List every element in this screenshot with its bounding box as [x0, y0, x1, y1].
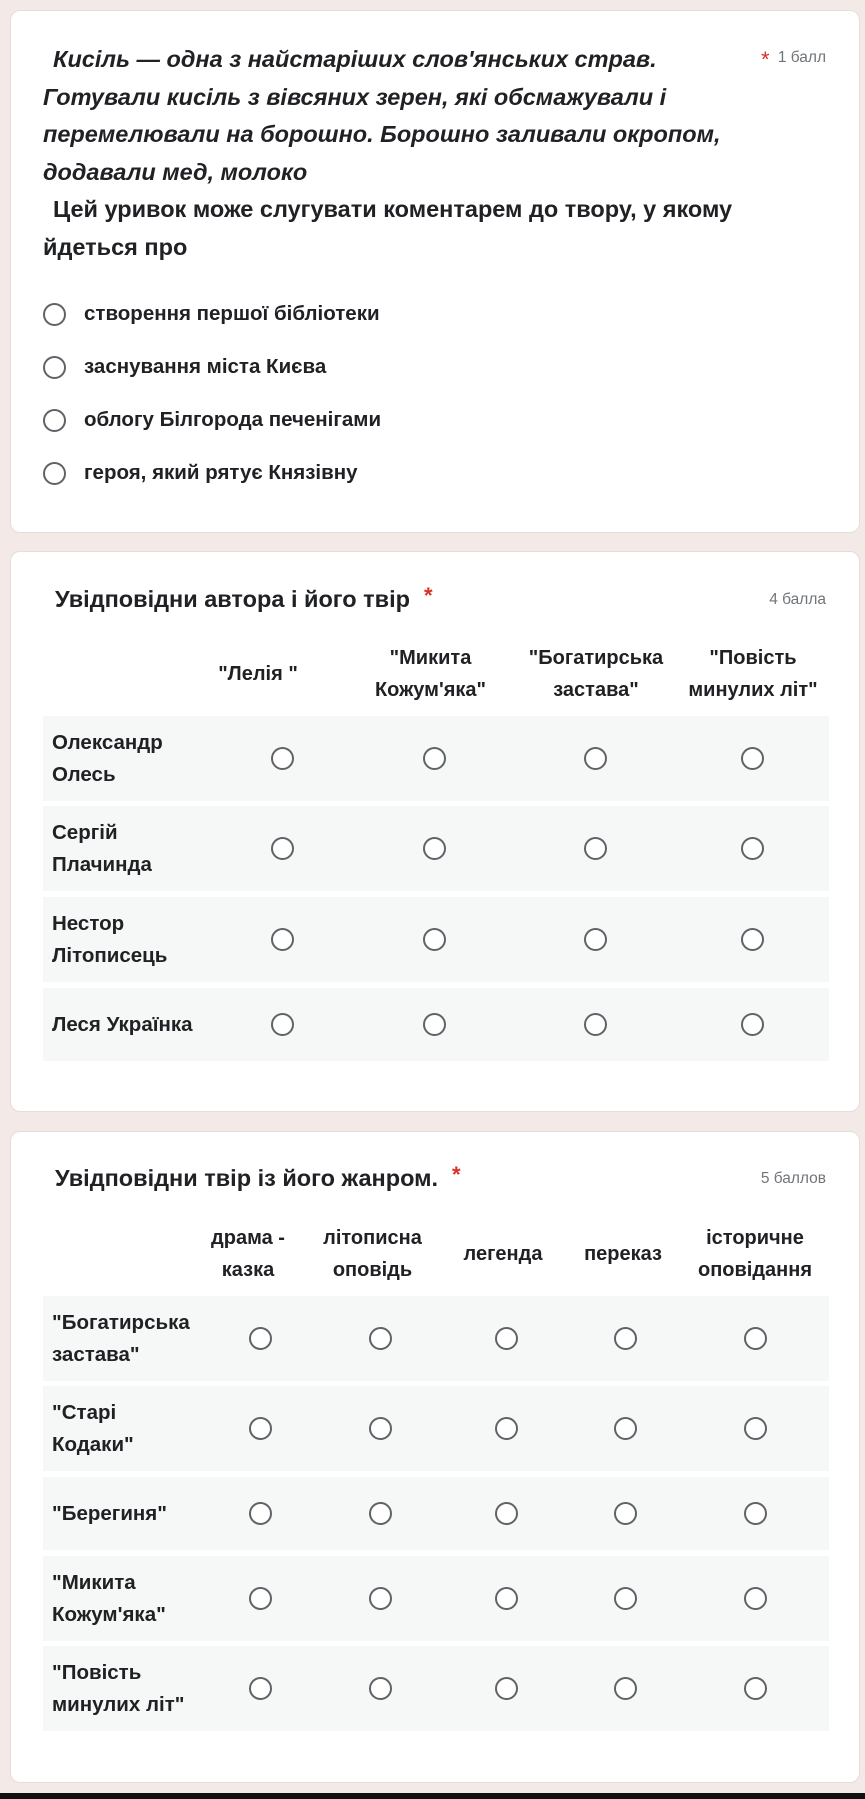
radio-button[interactable]: [495, 1502, 518, 1525]
column-header: літописна оповідь: [323, 1227, 422, 1281]
option-3[interactable]: [43, 400, 381, 440]
radio-button[interactable]: [584, 1013, 607, 1036]
column-header: переказ: [584, 1243, 662, 1265]
grid-row: [43, 716, 829, 801]
radio-button[interactable]: [271, 1013, 294, 1036]
radio-button[interactable]: [741, 1013, 764, 1036]
row-label: "Старі Кодаки": [52, 1400, 134, 1456]
radio-button[interactable]: [423, 837, 446, 860]
column-header: "Лелія ": [218, 663, 298, 685]
row-label: Леся Українка: [52, 1012, 193, 1036]
radio-button[interactable]: [614, 1587, 637, 1610]
radio-button[interactable]: [43, 303, 66, 326]
required-asterisk: *: [761, 47, 770, 72]
radio-button[interactable]: [249, 1327, 272, 1350]
column-header: "Повість минулих літ": [688, 647, 818, 701]
radio-button[interactable]: [249, 1417, 272, 1440]
column-header: легенда: [463, 1243, 543, 1265]
option-1[interactable]: [43, 294, 380, 334]
radio-button[interactable]: [584, 928, 607, 951]
radio-button[interactable]: [584, 747, 607, 770]
radio-button[interactable]: [744, 1417, 767, 1440]
radio-button[interactable]: [423, 928, 446, 951]
radio-button[interactable]: [249, 1587, 272, 1610]
radio-button[interactable]: [369, 1327, 392, 1350]
radio-button[interactable]: [584, 837, 607, 860]
radio-button[interactable]: [43, 462, 66, 485]
points-label: 1 балл: [777, 49, 826, 66]
question-card-1: [10, 10, 860, 533]
radio-button[interactable]: [423, 747, 446, 770]
radio-button[interactable]: [614, 1417, 637, 1440]
question-card-3: [10, 1131, 860, 1783]
radio-button[interactable]: [741, 928, 764, 951]
question-title: [55, 583, 433, 613]
option-label: облогу Білгорода печенігами: [84, 408, 382, 431]
radio-button[interactable]: [744, 1327, 767, 1350]
question-excerpt: Кисіль — одна з найстаріших слов'янських страв. Готували кисіль з вівсяних зерен, які обсмажували і перемелювали на борошно. Борошно заливали окропом, додавали мед, молоко: [43, 46, 721, 185]
radio-button[interactable]: [369, 1677, 392, 1700]
radio-button[interactable]: [614, 1327, 637, 1350]
grid-row: [43, 988, 829, 1061]
radio-button[interactable]: [249, 1677, 272, 1700]
option-label: створення першої бібліотеки: [84, 302, 380, 325]
option-label: заснування міста Києва: [84, 355, 327, 378]
column-header: історичне оповідання: [697, 1227, 812, 1281]
question-text: [43, 41, 763, 266]
column-header: драма - казка: [211, 1227, 285, 1281]
radio-button[interactable]: [741, 837, 764, 860]
grid-row: [43, 806, 829, 891]
row-label: "Микита Кожум'яка": [52, 1570, 166, 1626]
radio-button[interactable]: [614, 1502, 637, 1525]
points-label: 4 балла: [769, 591, 826, 608]
radio-button[interactable]: [271, 928, 294, 951]
option-label: героя, який рятує Князівну: [84, 461, 358, 484]
radio-button[interactable]: [249, 1502, 272, 1525]
radio-button[interactable]: [495, 1587, 518, 1610]
option-4[interactable]: [43, 453, 358, 493]
row-label: "Богатирська застава": [52, 1310, 190, 1366]
column-header: "Богатирська застава": [528, 647, 664, 701]
option-2[interactable]: [43, 347, 326, 387]
radio-button[interactable]: [369, 1587, 392, 1610]
row-label: "Берегиня": [52, 1501, 167, 1525]
row-label: Нестор Літописець: [52, 911, 168, 967]
radio-button[interactable]: [495, 1417, 518, 1440]
row-label: Сергій Плачинда: [52, 820, 152, 876]
question-card-2: [10, 551, 860, 1112]
question-title: [55, 1162, 461, 1192]
radio-button[interactable]: [43, 356, 66, 379]
radio-button[interactable]: [744, 1502, 767, 1525]
radio-button[interactable]: [495, 1327, 518, 1350]
question-prompt: Цей уривок може слугувати коментарем до твору, у якому йдеться про: [43, 196, 733, 260]
grid-row: [43, 897, 829, 982]
radio-button[interactable]: [271, 747, 294, 770]
column-header: "Микита Кожум'яка": [374, 647, 487, 701]
question-title-text: Увідповідни твір із його жанром.: [55, 1165, 439, 1191]
radio-button[interactable]: [369, 1502, 392, 1525]
radio-button[interactable]: [495, 1677, 518, 1700]
grid-row: [43, 1556, 829, 1641]
grid-row: [43, 1477, 829, 1550]
question-title-text: Увідповідни автора і його твір: [55, 586, 411, 612]
radio-button[interactable]: [423, 1013, 446, 1036]
required-asterisk: *: [424, 583, 433, 608]
radio-button[interactable]: [43, 409, 66, 432]
radio-button[interactable]: [741, 747, 764, 770]
points-label: 5 баллов: [760, 1170, 826, 1187]
row-label: Олександр Олесь: [52, 730, 163, 786]
radio-button[interactable]: [614, 1677, 637, 1700]
grid-row: [43, 1646, 829, 1731]
grid-row: [43, 1386, 829, 1471]
radio-button[interactable]: [271, 837, 294, 860]
radio-button[interactable]: [369, 1417, 392, 1440]
row-label: "Повість минулих літ": [52, 1660, 185, 1716]
radio-button[interactable]: [744, 1677, 767, 1700]
radio-button[interactable]: [744, 1587, 767, 1610]
required-asterisk: *: [452, 1162, 461, 1187]
bottom-edge-bar: [0, 1793, 865, 1799]
grid-row: [43, 1296, 829, 1381]
